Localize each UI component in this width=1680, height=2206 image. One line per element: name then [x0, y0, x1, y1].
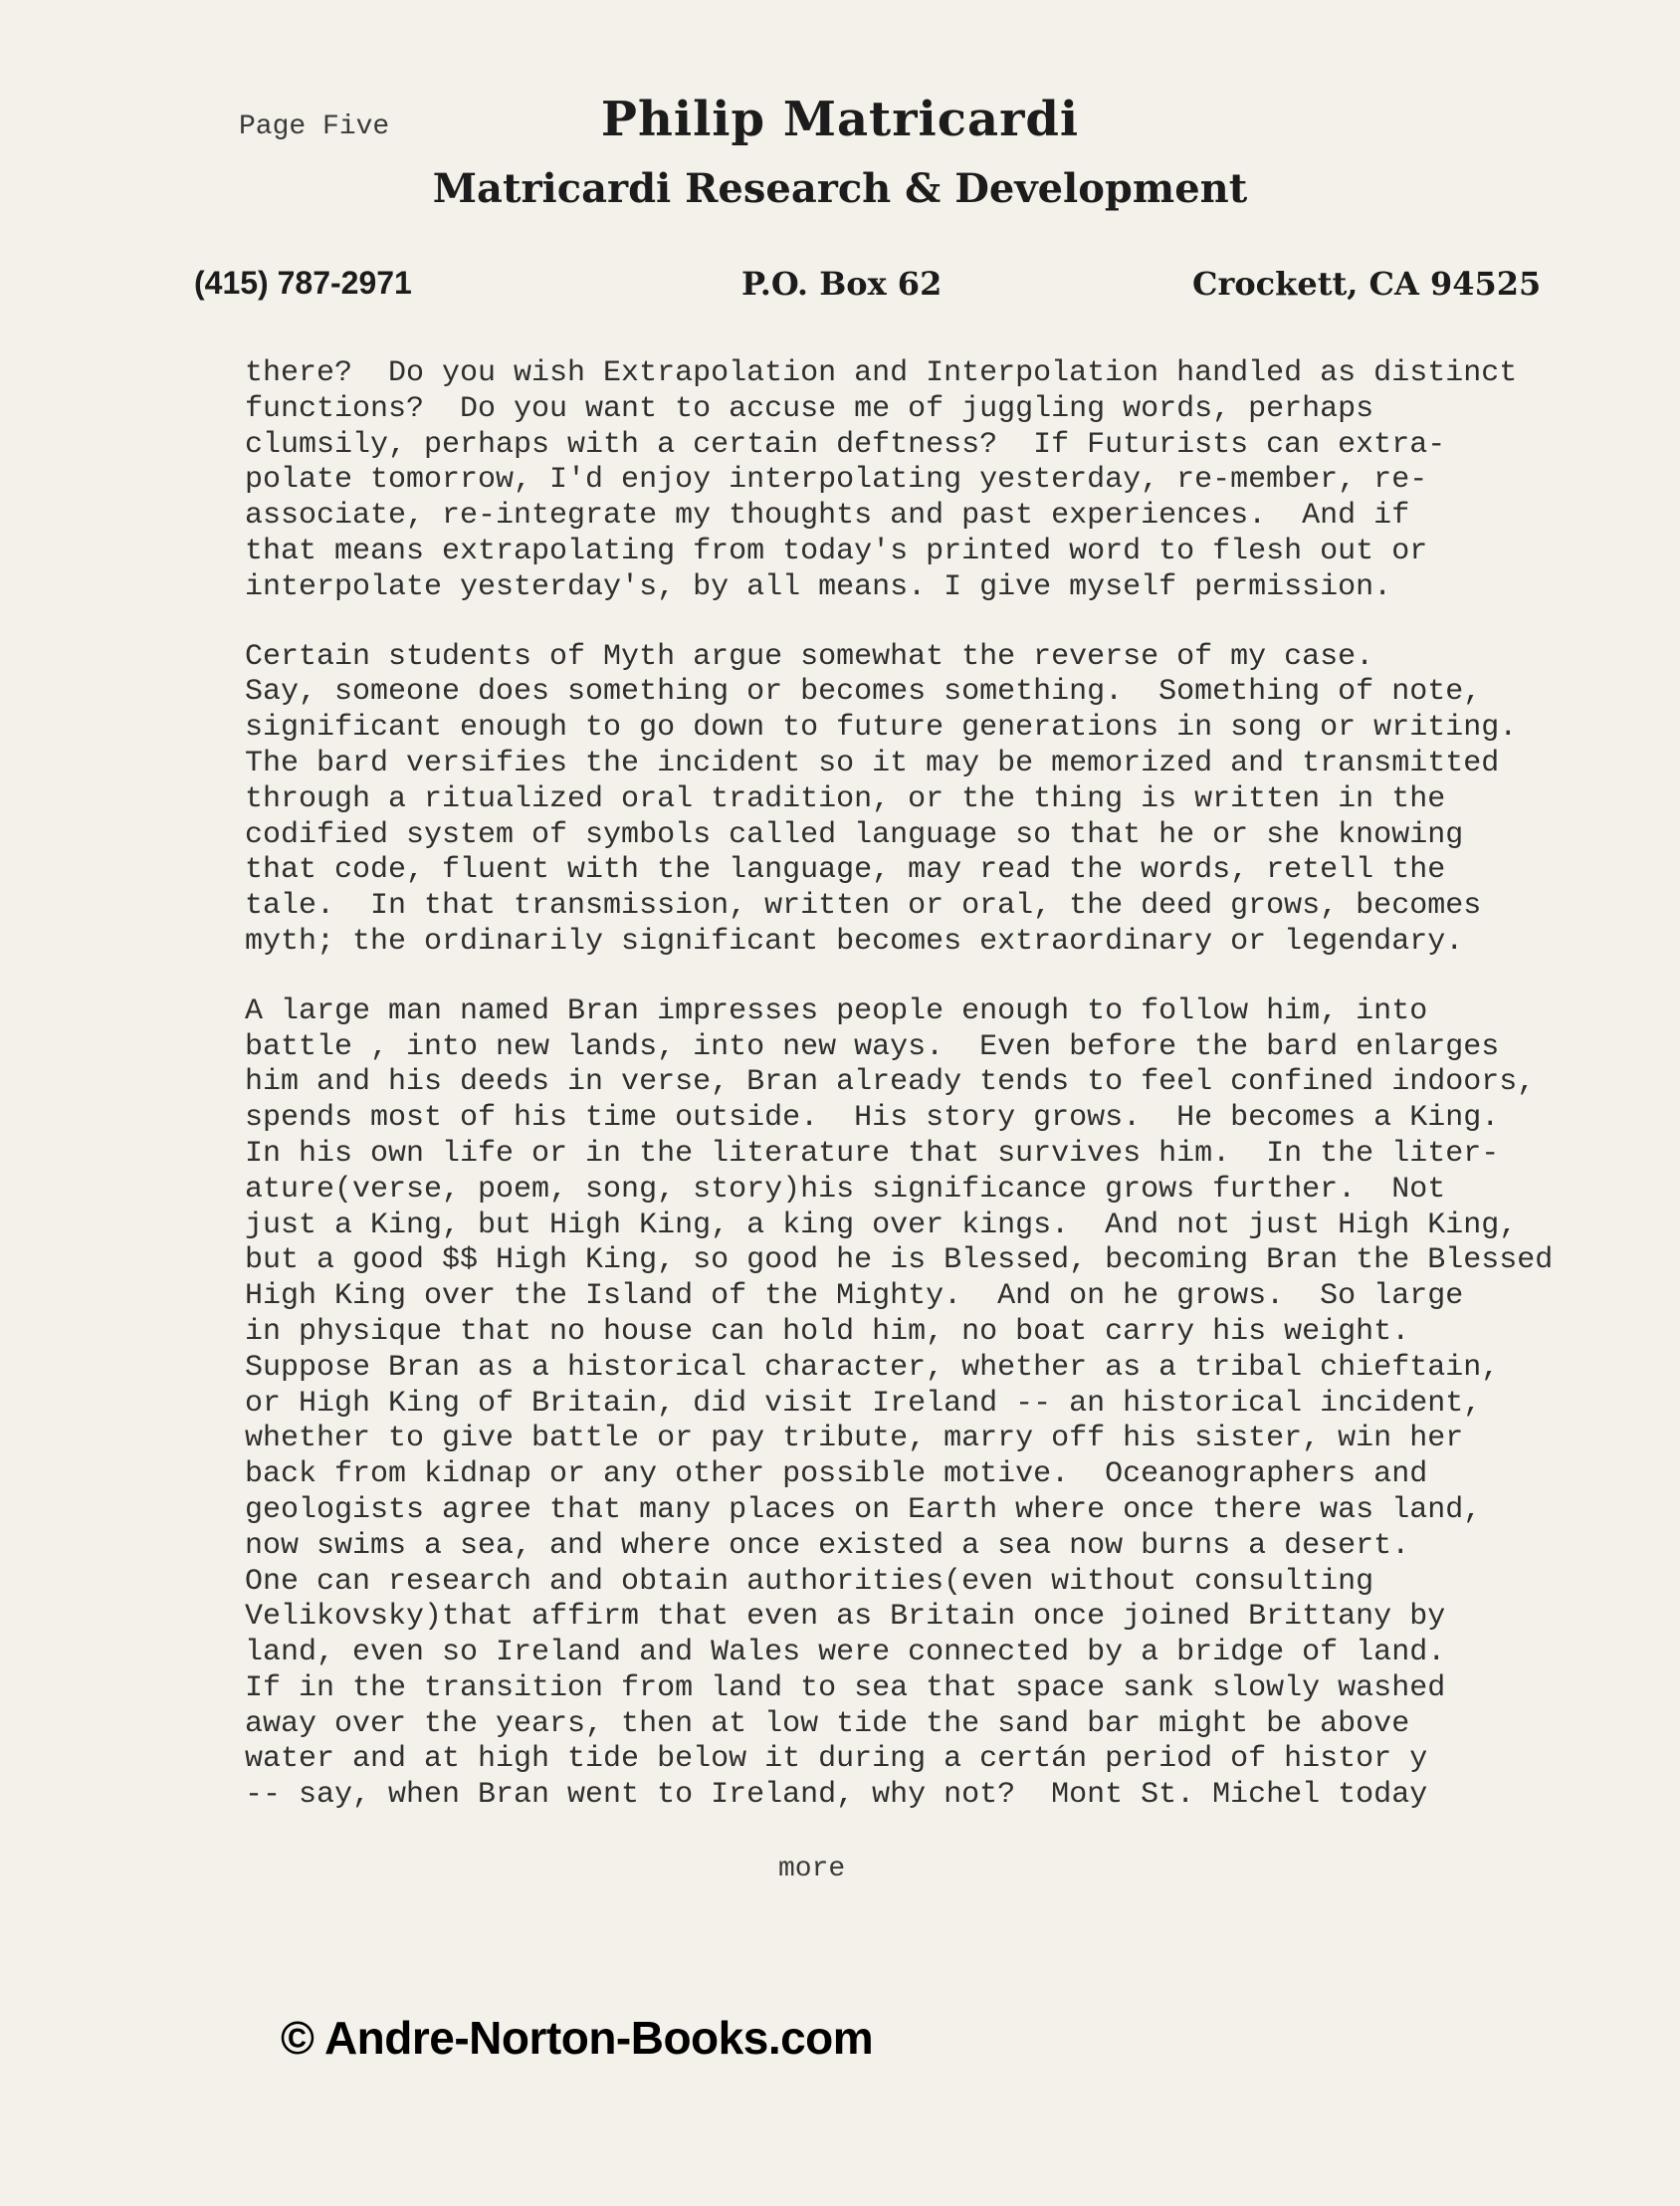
text-line: Velikovsky)that affirm that even as Britain once joined Brittany by: [245, 1600, 1446, 1635]
text-line: land, even so Ireland and Wales were connected by a bridge of land.: [245, 1636, 1446, 1670]
text-line: ature(verse, poem, song, story)his significance grows further. Not: [245, 1172, 1446, 1207]
continuation-more: more: [778, 1854, 846, 1884]
text-line: spends most of his time outside. His story grows. He becomes a King.: [245, 1101, 1500, 1136]
text-line: If in the transition from land to sea that space sank slowly washed: [245, 1670, 1446, 1705]
text-line: him and his deeds in verse, Bran already tends to feel confined indoors,: [245, 1065, 1536, 1100]
text-line: One can research and obtain authorities(even without consulting: [245, 1564, 1374, 1599]
text-line: or High King of Britain, did visit Ireland -- an historical incident,: [245, 1386, 1482, 1421]
text-line: tale. In that transmission, written or oral, the deed grows, becomes: [245, 889, 1482, 924]
letter-body: [245, 356, 1678, 1848]
text-line: High King over the Island of the Mighty. And on he grows. So large: [245, 1279, 1464, 1314]
letterhead-name: Philip Matricardi: [600, 92, 1080, 147]
text-line: myth; the ordinarily significant becomes extraordinary or legendary.: [245, 924, 1464, 959]
text-line: back from kidnap or any other possible motive. Oceanographers and: [245, 1457, 1428, 1492]
text-line: associate, re-integrate my thoughts and past experiences. And if: [245, 499, 1410, 534]
text-line: but a good $$ High King, so good he is Blessed, becoming Bran the Blessed: [245, 1243, 1554, 1278]
copyright-watermark: © Andre-Norton-Books.com: [281, 2012, 874, 2064]
text-line: A large man named Bran impresses people enough to follow him, into: [245, 993, 1428, 1028]
text-line: just a King, but High King, a king over kings. And not just High King,: [245, 1208, 1518, 1242]
text-line: there? Do you wish Extrapolation and Interpolation handled as distinct: [245, 356, 1518, 390]
text-line: significant enough to go down to future generations in song or writing.: [245, 711, 1518, 746]
page-number-label: Page Five: [239, 111, 390, 142]
letterhead-company: Matricardi Research & Development: [432, 165, 1248, 212]
text-line: Certain students of Myth argue somewhat the reverse of my case.: [245, 639, 1374, 674]
text-line: -- say, when Bran went to Ireland, why not? Mont St. Michel today: [245, 1778, 1428, 1813]
paragraph: [245, 640, 1678, 961]
text-line: whether to give battle or pay tribute, marry off his sister, win her: [245, 1422, 1464, 1456]
text-line: water and at high tide below it during a certán period of histor y: [245, 1742, 1428, 1777]
paragraph: [245, 994, 1678, 1814]
text-line: Suppose Bran as a historical character, whether as a tribal chieftain,: [245, 1350, 1500, 1385]
text-line: that means extrapolating from today's printed word to flesh out or: [245, 534, 1428, 568]
text-line: clumsily, perhaps with a certain deftness? If Futurists can extra-: [245, 427, 1446, 462]
text-line: through a ritualized oral tradition, or the thing is written in the: [245, 781, 1446, 816]
text-line: polate tomorrow, I'd enjoy interpolating yesterday, re-member, re-: [245, 463, 1428, 498]
letterhead-phone: (415) 787-2971: [194, 265, 412, 301]
text-line: that code, fluent with the language, may read the words, retell the: [245, 853, 1446, 888]
text-line: in physique that no house can hold him, no boat carry his weight.: [245, 1314, 1410, 1349]
text-line: away over the years, then at low tide the sand bar might be above: [245, 1706, 1410, 1741]
letterhead-city: Crockett, CA 94525: [1192, 265, 1542, 303]
text-line: The bard versifies the incident so it may be memorized and transmitted: [245, 746, 1500, 780]
letterhead-po-box: P.O. Box 62: [741, 265, 943, 303]
text-line: functions? Do you want to accuse me of juggling words, perhaps: [245, 391, 1374, 426]
text-line: now swims a sea, and where once existed a sea now burns a desert.: [245, 1528, 1410, 1563]
text-line: geologists agree that many places on Earth where once there was land,: [245, 1492, 1482, 1527]
paragraph: [245, 356, 1678, 606]
text-line: Say, someone does something or becomes something. Something of note,: [245, 675, 1482, 710]
text-line: codified system of symbols called language so that he or she knowing: [245, 817, 1464, 852]
text-line: interpolate yesterday's, by all means. I give myself permission.: [245, 569, 1392, 604]
text-line: battle , into new lands, into new ways. Even before the bard enlarges: [245, 1029, 1500, 1064]
text-line: In his own life or in the literature that survives him. In the liter-: [245, 1136, 1500, 1171]
